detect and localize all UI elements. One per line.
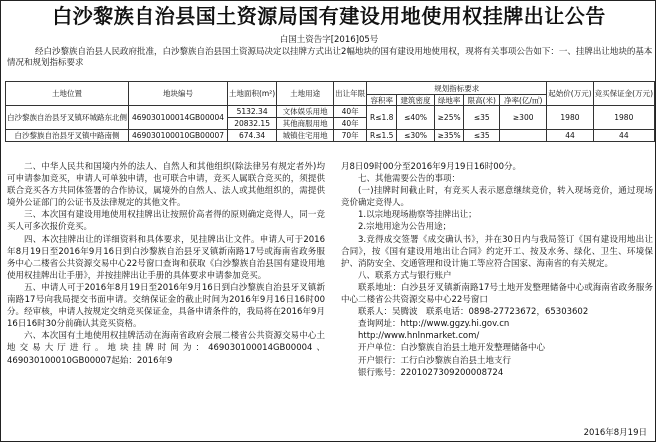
left-column <box>7 161 325 367</box>
list-item: 3.竞得成交签署《成交确认书》，并在30日内与我局签订《国有建设用地出让合同》，按《国有建设用地出让合同》约定开工、按及水务、绿化、卫生、环境保护、消防安全、交通管理和设计施工等应符合国家、海南省的有关规定。 <box>341 234 653 269</box>
section-paragraph: (一)挂牌时间截止时，有竞买人表示愿意继续竞价，转入现场竞价，通过现场竞价确定竞得人。 <box>341 186 653 209</box>
col-invest: 净率(亿/㎡) <box>500 95 547 106</box>
account-unit: 开户单位：白沙黎族自治县土地开发整理储备中心 <box>358 343 546 354</box>
section-paragraph: 二、中华人民共和国境内外的法人、自然人和其他组织(除法律另有规定者外)均可申请参加竞买，申请人可单独申请，也可联合申请，竞买人属联合竞买的，须提供联合竞买各方共同体签署的合作协议，属境外的自然人、法人或其他组织的，需提供境外公证部门的公证书及法律规定的其他文件。 <box>7 162 325 209</box>
contact-person: 联系人：吴腾波 联系电话：0898-27723672，65303602 <box>358 307 589 318</box>
list-item: 2.宗地用途为公告用途； <box>358 222 452 233</box>
col-planning: 规划指标要求 <box>367 82 547 95</box>
col-years: 出让年限 <box>334 82 367 106</box>
query-url: 查询网址：http://www.ggzy.hi.gov.cn <box>358 319 510 330</box>
publish-date: 2016年8月19日 <box>583 428 647 438</box>
section-paragraph: 月8日09时00分至2016年9月19日16时00分。 <box>341 162 522 172</box>
contact-address: 联系地址：白沙县牙叉镇新南路17号土地开发整理储备中心或海南省政务服务中心二楼省公共资源交易中心22号窗口 <box>341 282 653 306</box>
notice-number: 白国土资告字[2016]05号 <box>279 35 379 45</box>
intro-paragraph: 经白沙黎族自治县人民政府批准，白沙黎族自治县国土资源局决定以挂牌方式出让2幅地块的国有建设用地使用权，现将有关事项公告如下：一、挂牌出让地块的基本情况和规划指标要求 <box>7 47 653 68</box>
col-green: 绿地率 <box>434 95 464 106</box>
section-paragraph: 五、申请人可于2016年8月19日至2016年9月16日到白沙黎族自治县牙叉镇新南路17号向我局提交书面申请。交纳保证金的截止时间为2016年9月16日16时00分。经审核，申请人按规定交纳竞买保证金，具备申请条件的，我局将在2016年9月16日16时30分前确认其竞买资格。 <box>7 282 325 330</box>
table-row: 白沙黎族自治县牙叉镇环城路东北侧 469030100014GB00004 5132.34 文体娱乐用地 40年 R≤1.8 ≤40% ≥25% ≤35 ≥300 1980 1980 <box>6 106 655 118</box>
section-paragraph: 四、本次挂牌出让的详细资料和具体要求，见挂牌出让文件。申请人可于2016年8月19日至2016年9月16日到白沙黎族自治县牙叉镇新南路17号或海南省政务服务中心二楼省公共资源交易中心22号窗口查询和获取《白沙黎族自治县国有建设用地使用权挂牌出让手册》，并按挂牌出让手册的具体要求申请参加竞买。 <box>7 234 325 281</box>
section-paragraph: 三、本次国有建设用地使用权挂牌出让按照价高者得的原则确定竞得人，同一竞买人可多次报价竞买。 <box>7 210 325 233</box>
section-paragraph: 六、本次国有土地使用权挂牌活动在海南省政府会展二楼省公共资源交易中心土地交易大厅进行。地块挂牌时间为：469030100014GB00004、469030100010GB00007起始：2016年9 <box>7 331 325 366</box>
col-start-price: 起始价(万元) <box>547 82 593 106</box>
query-url: http://www.hnlnmarket.com/ <box>358 331 480 342</box>
list-item: 1.以宗地现场勘察等挂牌出让； <box>358 210 477 221</box>
section-heading: 七、其他需要公告的事项： <box>358 174 461 185</box>
table-row: 白沙黎族自治县牙叉镇中路南侧 469030100010GB00007 674.34 城镇住宅用地 70年 R≤1.5 ≤30% ≥35% ≤35 44 44 <box>6 130 655 142</box>
col-deposit: 竞买保证金(万元) <box>593 82 654 106</box>
col-plot-ratio: 容积率 <box>367 95 397 106</box>
land-parcel-table <box>5 81 655 142</box>
right-column <box>341 161 653 379</box>
col-height: 限高(米) <box>464 95 500 106</box>
page-title: 白沙黎族自治县国土资源局国有建设用地使用权挂牌出让公告 <box>52 4 606 28</box>
account-bank: 开户银行：工行白沙黎族自治县土地支行 <box>358 355 512 366</box>
col-area: 土地面积(m²) <box>228 82 277 106</box>
col-use: 土地用途 <box>277 82 334 106</box>
col-parcel-no: 地块编号 <box>129 82 228 106</box>
col-density: 建筑密度 <box>397 95 435 106</box>
table-row: 20832.15 其他商服用地 40年 <box>6 118 655 130</box>
section-heading: 八、联系方式与银行账户 <box>358 270 452 281</box>
col-location: 土地位置 <box>6 82 129 106</box>
account-number: 银行账号：2201027309200008724 <box>358 367 504 378</box>
